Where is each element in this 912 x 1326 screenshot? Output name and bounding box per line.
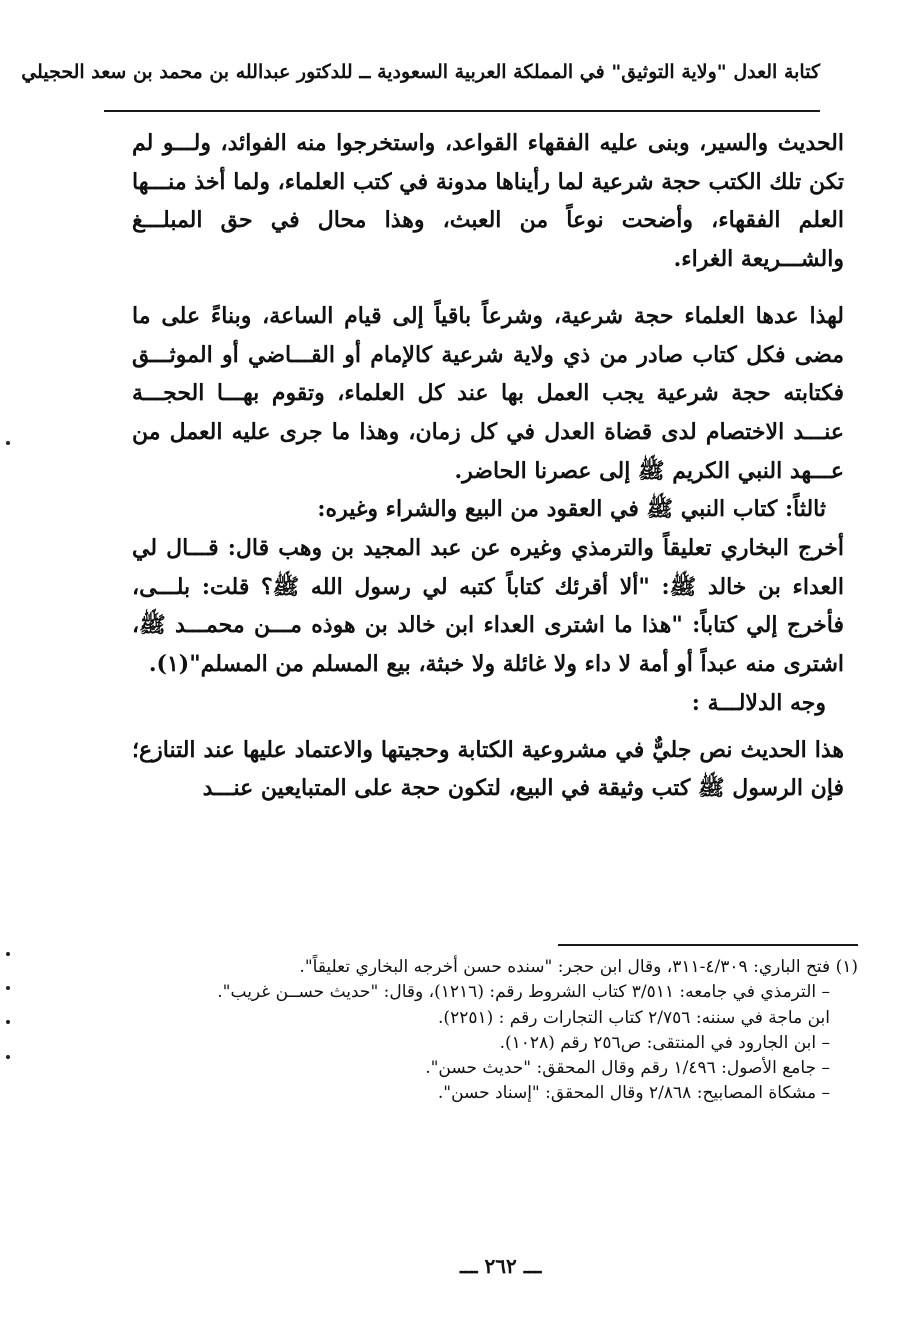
margin-mark bbox=[6, 1055, 10, 1059]
running-header-title: كتابة العدل "ولاية التوثيق" في المملكة العربية السعودية ــ للدكتور عبدالله بن محمد بن سعد الحجيلي bbox=[21, 61, 820, 83]
footnotes bbox=[142, 955, 858, 1107]
footnote-separator bbox=[558, 944, 858, 946]
footnote-line: – الترمذي في جامعه: ٣/٥١١ كتاب الشروط رقم: (١٢١٦)، وقال: "حديث حســن غريب". bbox=[217, 982, 830, 1003]
section-heading-evidence: وجه الدلالـــة : bbox=[691, 689, 826, 716]
section-heading-third: ثالثاً: كتاب النبي ﷺ في العقود من البيع والشراء وغيره: bbox=[317, 496, 826, 523]
body-paragraph-evidence: هذا الحديث نص جليٌّ في مشروعية الكتابة وحجيتها والاعتماد عليها عند التنازع؛ فإن الرسول ﷺ كتب وثيقة في البيع، لتكون حجة على المتبايعين عنـــد bbox=[132, 736, 845, 802]
margin-mark bbox=[6, 986, 10, 990]
body-paragraph-2: لهذا عدها العلماء حجة شرعية، وشرعاً باقياً إلى قيام الساعة، وبناءً على ما مضى فكل كتاب صادر من ذي ولاية شرعية كالإمام أو القـــاضي أو الموثـــق فكتابته حجة شرعية يجب العمل بها عند كل العلماء، وتقوم بهـــا الحجـــة عنـــد الاختصام لدى قضاة العدل في كل زمان، وهذا ما جرى عليه العمل من عـــهد النبي الكريم ﷺ إلى عصرنا الحاضر. bbox=[132, 302, 844, 484]
footnote-line: – ابن الجارود في المنتقى: ص٢٥٦ رقم (١٠٢٨). bbox=[499, 1032, 830, 1053]
footnote-line: ابن ماجة في سننه: ٢/٧٥٦ كتاب التجارات رقم : (٢٢٥١). bbox=[438, 1007, 830, 1028]
footnote-line: – مشكاة المصابيح: ٢/٨٦٨ وقال المحقق: "إسناد حسن". bbox=[437, 1083, 830, 1104]
margin-mark bbox=[6, 952, 10, 956]
body-paragraph-hadith: أخرج البخاري تعليقاً والترمذي وغيره عن عبد المجيد بن وهب قال: قـــال لي العداء بن خالد ﷺ: "ألا أقرئك كتاباً كتبه لي رسول الله ﷺ؟ قلت: بلـــى، فأخرج إلي كتاباً: "هذا ما اشترى العداء ابن خالد بن هوذه مـــن محمـــد ﷺ، اشترى منه عبداً أو أمة لا داء ولا غائلة ولا خبثة، بيع المسلم من المسلم"(١). bbox=[132, 535, 844, 678]
margin-mark bbox=[6, 1020, 10, 1024]
body-paragraph-1: الحديث والسير، وبنى عليه الفقهاء القواعد، واستخرجوا منه الفوائد، ولـــو لم تكن تلك الكتب حجة شرعية لما رأيناها مدونة في كتب العلماء، ولما أخذ منـــها العلم الفقهاء، وأضحت نوعاً من العبث، وهذا محال في حق المبلـــغ والشـــريعة الغراء. bbox=[132, 130, 845, 273]
page-number: ـــ ٢٦٢ ـــ bbox=[460, 1254, 542, 1278]
running-header bbox=[21, 58, 820, 112]
main-body-text bbox=[132, 124, 844, 808]
footnote-line: – جامع الأصول: ١/٤٩٦ رقم وقال المحقق: "حديث حسن". bbox=[425, 1058, 830, 1079]
margin-mark bbox=[6, 441, 10, 445]
footnote-line: (١) فتح الباري: ٤/٣٠٩-٣١١، وقال ابن حجر: "سنده حسن أخرجه البخاري تعليقاً". bbox=[299, 957, 858, 977]
